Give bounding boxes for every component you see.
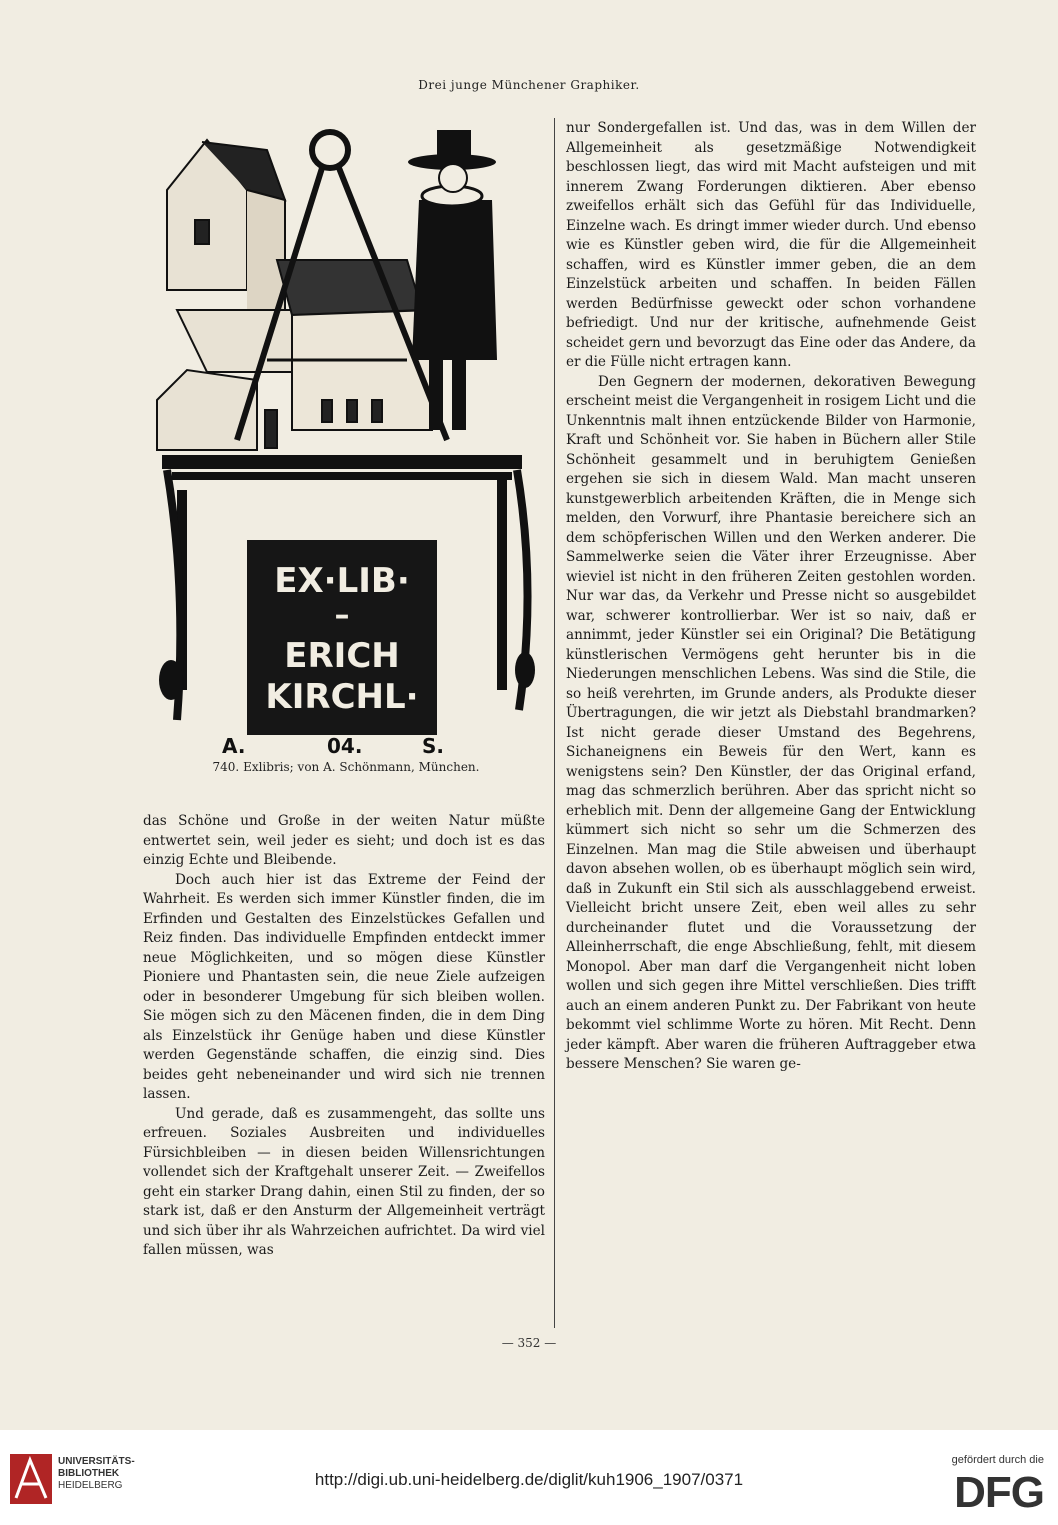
signature-left: A. <box>222 734 246 755</box>
right-paragraph-2: Den Gegnern der modernen, dekorativen Bewegung erscheint meist die Vergangenheit in rosigem Licht und die Unkenntnis malt ihnen entzückende Bilder von Harmonie, Kraft und Schönheit vor. Sie haben in Büchern aller Stile Schönheit gesammelt und in beruhigtem Genießen ergehen sie sich in diesem Wald. Man macht unseren kunstgewerblich arbeitenden Kräften, die in Menge sich melden, den Vorwurf, ihre Phantasie bereichere sich an dem schöpferischen Willen und den Werken anderer. Die Sammelwerke seien die Väter ihrer Erzeugnisse. Aber wieviel ist nicht in den früheren Zeiten gestohlen worden. Nur war das, da Verkehr und Presse nicht so ausgebildet war, schwerer kontrollierbar. Wer ist so naiv, daß er annimmt, jeder Künstler sei ein Original? Die Betätigung künstlerischen Vermögens geht herunter bis in die Niederungen menschlichen Lebens. Was sind die Stile, die so heiß verehrten, im Grunde anders, als Produkte dieser Übertragungen, die wir jetzt als Diebstahl brandmarken? Ist nicht gerade dieser Umstand des Begehrens, Sichaneignens ein Beweis für den Wert, kann es wenigstens sein? Den Künstler, der das Original erfand, mag das schmerzlich berühren. Aber das spricht nicht so erheblich mit. Denn der allgemeine Gang der Entwicklung kümmert sich nicht so sehr um die Schmerzen des Einzelnen. Man mag die Stile abweisen und überhaupt davon absehen wollen, ob es überhaupt möglich sein wird, daß in Zukunft ein Stil sich als ausschlaggebend erweist. Vielleicht bricht unsere Zeit, eben weil alles zu sehr durcheinander flutet und die Voraussetzung der Alleinherrschaft, die enge Abschließung, fehlt, mit diesem Monopol. Aber man darf die Vergangenheit nicht loben wollen und sich gegen ihre Mittel verschließen. Dies trifft auch an einem anderen Punkt zu. Der Fabrikant von heute bekommt viel schlimme Worte zu hören. Mit Recht. Denn jeder kämpft. Aber waren die früheren Auftraggeber etwa bessere Menschen? Sie waren ge- <box>566 373 976 1072</box>
left-paragraph-3: Und gerade, daß es zusammengeht, das sollte uns erfreuen. Soziales Ausbreiten und individuelles Fürsichbleiben — in diesen beiden Willensrichtungen vollendet sich der Kraftgehalt unserer Zeit. — Zweifellos geht ein starker Drang dahin, einen Stil zu finden, der so stark ist, daß er den Ansturm der Allgemeinheit verträgt und sich über ihr als Wahrzeichen aufrichtet. Da wird viel fallen müssen, was <box>143 1105 545 1258</box>
figure-caption: 740. Exlibris; von A. Schönmann, München. <box>212 760 480 774</box>
column-divider <box>554 118 555 1328</box>
page-number: — 352 — <box>501 1336 557 1350</box>
digitization-footer <box>0 1430 1058 1525</box>
library-line-3: HEIDELBERG <box>58 1480 123 1491</box>
sponsor-text: gefördert durch die <box>951 1454 1044 1466</box>
left-paragraph-2: Doch auch hier ist das Extreme der Feind der Wahrheit. Es werden sich immer Künstler finden, die im Erfinden und Gestalten des Einzelstückes Gefallen und Reiz finden. Das individuelle Empfinden entdeckt immer neue Möglichkeiten, und so mögen diese Künstler Pioniere und Phantasten sein, die neue Ziele aufzeigen oder in besonderer Umgebung für sich bleiben wollen. Sie mögen sich zu den Mäcenen finden, die in dem Ding als Einzelstück ihr Genüge haben und diese Künstler werden Gegenstände schaffen, die einzig sind. Dies beides geht nebeneinander und wird sich nie trennen lassen. <box>143 871 545 1102</box>
library-line-1: UNIVERSITÄTS- <box>58 1456 135 1467</box>
signature-right: S. <box>422 734 445 755</box>
exlibris-illustration <box>147 110 545 755</box>
right-paragraph-1: nur Sondergefallen ist. Und das, was in dem Willen der Allgemeinheit als gesetzmäßige Notwendigkeit beschlossen liegt, das wird mit Macht aufsteigen und mit innerem Zwang Forderungen diktieren. Aber ebenso zweifellos erhält sich das Gefühl für das Individuelle, Einzelne wach. Es dringt immer wieder durch. Und ebenso wie es Künstler geben wird, die für die Allgemeinheit schaffen, wird es Künstler immer geben, die an dem Einzelstück arbeiten und schaffen. In beiden Fällen werden Bedürfnisse geweckt oder schon vorhandene befriedigt. Und nur der kritische, aufnehmende Geist scheidet gern und bevorzugt das Eine oder das Andere, da er die Fülle nicht ertragen kann. <box>566 120 976 370</box>
right-text-column <box>566 119 976 1075</box>
source-url-link[interactable]: http://digi.ub.uni-heidelberg.de/diglit/kuh1906_1907/0371 <box>314 1470 744 1489</box>
left-paragraph-1: das Schöne und Große in der weiten Natur müßte entwertet sein, weil jeder es sieht; und doch ist es das einzig Echte und Bleibende. <box>143 813 545 868</box>
plate-line-4: KIRCHL· <box>265 677 419 717</box>
plate-line-2: – <box>334 598 350 633</box>
signature-mid: 04. <box>327 734 363 755</box>
plate-line-3: ERICH <box>284 636 400 676</box>
left-text-column <box>143 812 545 1261</box>
running-header: Drei junge Münchener Graphiker. <box>418 78 640 92</box>
plate-line-1: EX·LIB· <box>274 561 410 601</box>
dfg-logo: DFG <box>954 1468 1044 1517</box>
library-line-2: BIBLIOTHEK <box>58 1468 120 1479</box>
